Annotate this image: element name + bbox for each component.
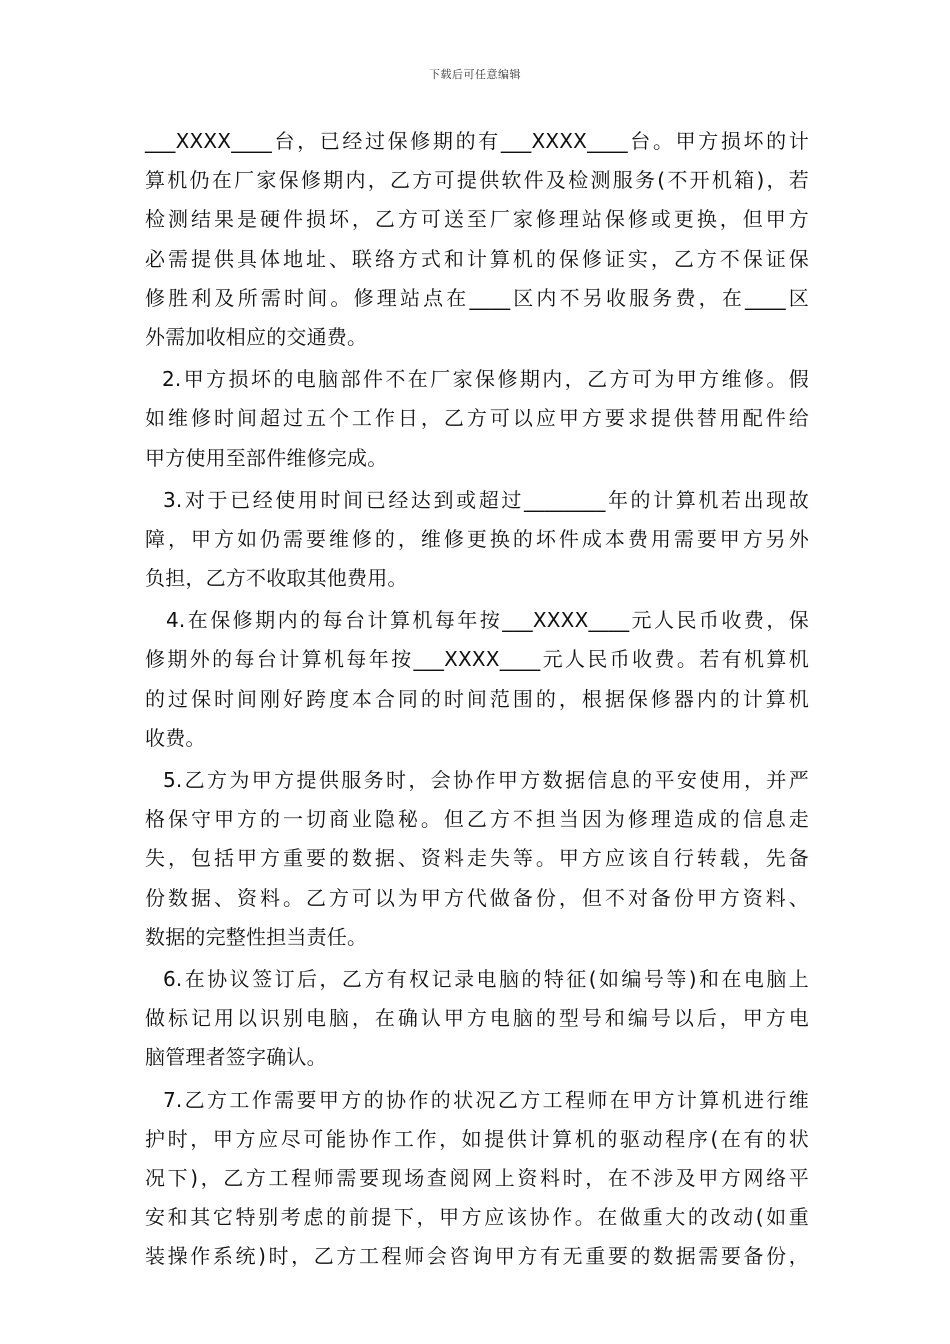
clause-6-start: 6.在协议签订后，乙方有权记录电脑的特征(如编号等)和在电脑上: [163, 966, 809, 991]
text-line: 安和其它特别考虑的前提下，甲方应该协作。在做重大的改动(如重: [145, 1205, 809, 1230]
clause-3-start: 3.对于已经使用时间已经达到或超过________年的计算机若出现故: [163, 487, 809, 512]
text-line: 外需加收相应的交通费。: [145, 324, 368, 349]
clause-2-start: 2.甲方损坏的电脑部件不在厂家保修期内，乙方可为甲方维修。假: [162, 367, 809, 392]
clause-5-start: 5.乙方为甲方提供服务时，会协作甲方数据信息的平安使用，并严: [163, 768, 809, 792]
text-line: 如维修时间超过五个工作日，乙方可以应甲方要求提供替用配件给: [145, 406, 809, 431]
text-line: 数据的完整性担当责任。: [145, 924, 368, 949]
text-line: 的过保时间刚好跨度本合同的时间范围的，根据保修器内的计算机: [145, 686, 809, 711]
text-line: 障，甲方如仍需要维修的，维修更换的坏件成本费用需要甲方另外: [145, 526, 809, 551]
text-line: 份数据、资料。乙方可以为甲方代做备份，但不对备份甲方资料、: [145, 885, 809, 910]
text-line: 负担，乙方不收取其他费用。: [145, 566, 408, 591]
text-line: 格保守甲方的一切商业隐秘。但乙方不担当因为修理造成的信息走: [145, 807, 809, 832]
text-line: 装操作系统)时，乙方工程师会咨询甲方有无重要的数据需要备份，: [145, 1244, 809, 1269]
document-body: [145, 122, 809, 1276]
text-line: 脑管理者签字确认。: [145, 1045, 327, 1070]
clause-7-start: 7.乙方工作需要甲方的协作的状况乙方工程师在甲方计算机进行维: [163, 1087, 809, 1112]
text-line: 必需提供具体地址、联络方式和计算机的保修证实，乙方不保证保: [145, 246, 809, 271]
text-line: 失，包括甲方重要的数据、资料走失等。甲方应该自行转载，先备: [145, 846, 809, 871]
text-line: 甲方使用至部件维修完成。: [145, 445, 388, 470]
text-line: 检测结果是硬件损坏，乙方可送至厂家修理站保修或更换，但甲方: [145, 207, 809, 232]
text-line: 收费。: [145, 725, 206, 750]
text-line: 况下)，乙方工程师需要现场查阅网上资料时，在不涉及甲方网络平: [145, 1165, 809, 1190]
text-line: ___XXXX____台，已经过保修期的有___XXXX____台。甲方损坏的计: [145, 129, 809, 153]
text-line: 算机仍在厂家保修期内，乙方可提供软件及检测服务(不开机箱)，若: [145, 168, 809, 193]
text-line: 修胜利及所需时间。修理站点在____区内不另收服务费，在____区: [145, 285, 809, 310]
text-line: 做标记用以识别电脑，在确认甲方电脑的型号和编号以后，甲方电: [145, 1006, 809, 1031]
text-line: 修期外的每台计算机每年按___XXXX____元人民币收费。若有机算机: [145, 647, 809, 672]
text-line: 护时，甲方应尽可能协作工作，如提供计算机的驱动程序(在有的状: [145, 1126, 809, 1151]
page-header: 下载后可任意编辑: [429, 68, 521, 81]
clause-4-start: 4.在保修期内的每台计算机每年按___XXXX____元人民币收费，保: [166, 608, 809, 633]
